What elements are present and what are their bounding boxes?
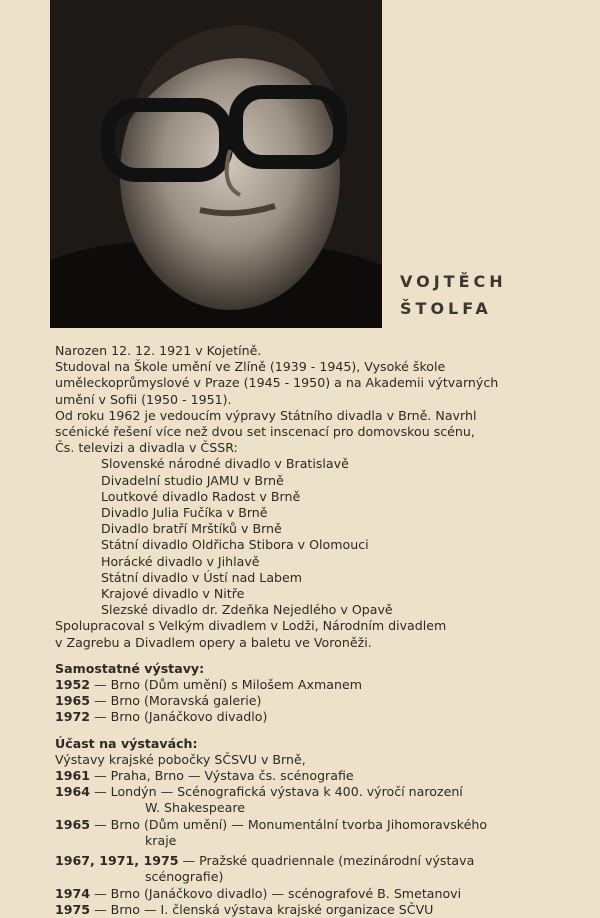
exhibition-year: 1967, 1971, 1975 bbox=[55, 853, 179, 869]
exhibition-year: 1974 bbox=[55, 885, 91, 901]
solo-exhibition-item bbox=[55, 693, 575, 709]
group-exhibition-item bbox=[55, 886, 575, 902]
theatre-item: Státní divadlo Oldřicha Stibora v Olomouci bbox=[101, 537, 369, 553]
exhibition-text: — Brno (Moravská galerie) bbox=[94, 693, 262, 709]
group-intro: Výstavy krajské pobočky SČSVU v Brně, bbox=[55, 751, 306, 767]
education-line: umění v Sofii (1950 - 1951). bbox=[55, 391, 232, 407]
solo-exhibitions-heading: Samostatné výstavy: bbox=[55, 660, 205, 676]
group-exhibition-item bbox=[55, 902, 575, 918]
theatre-item: Státní divadlo v Ústí nad Labem bbox=[101, 569, 303, 585]
exhibition-year: 1965 bbox=[55, 816, 91, 832]
career-line: Čs. televizi a divadla v ČSSR: bbox=[55, 440, 238, 456]
collaboration-line: Spolupracoval s Velkým divadlem v Lodži, Národním divadlem bbox=[55, 618, 447, 634]
exhibition-continuation: kraje bbox=[145, 832, 177, 848]
theatre-item: Divadelní studio JAMU v Brně bbox=[101, 472, 284, 488]
group-exhibition-item bbox=[55, 817, 575, 833]
exhibition-year: 1964 bbox=[55, 784, 91, 800]
career-line: scénické řešení více než dvou set inscenací pro domovskou scénu, bbox=[55, 424, 475, 440]
exhibition-continuation: scénografie) bbox=[145, 869, 224, 885]
group-exhibition-item bbox=[55, 784, 575, 800]
exhibition-text: — Praha, Brno — Výstava čs. scénografie bbox=[94, 768, 354, 784]
exhibition-text: — Brno (Janáčkovo divadlo) — scénografové B. Smetanovi bbox=[94, 885, 462, 901]
collaboration-line: v Zagrebu a Divadlem opery a baletu ve Voroněži. bbox=[55, 634, 372, 650]
exhibition-continuation: W. Shakespeare bbox=[145, 800, 245, 816]
career-line: Od roku 1962 je vedoucím výpravy Státního divadla v Brně. Navrhl bbox=[55, 407, 477, 423]
theatre-item: Slezské divadlo dr. Zdeňka Nejedlého v Opavě bbox=[101, 602, 393, 618]
exhibition-year: 1975 bbox=[55, 901, 91, 917]
first-name: VOJTĚCH bbox=[400, 272, 507, 291]
exhibition-text: — Brno (Dům umění) — Monumentální tvorba Jihomoravského bbox=[94, 816, 488, 832]
biography bbox=[55, 343, 575, 918]
exhibition-year: 1972 bbox=[55, 709, 91, 725]
theatre-item: Divadlo Julia Fučíka v Brně bbox=[101, 505, 268, 521]
exhibition-text: — Pražské quadriennale (mezinárodní výstava bbox=[182, 853, 475, 869]
solo-exhibition-item bbox=[55, 677, 575, 693]
group-exhibition-item bbox=[55, 768, 575, 784]
education-line: uměleckoprůmyslové v Praze (1945 - 1950) a na Akademii výtvarných bbox=[55, 375, 499, 391]
theatre-item: Loutkové divadlo Radost v Brně bbox=[101, 488, 301, 504]
last-name: ŠTOLFA bbox=[400, 299, 492, 318]
exhibition-text: — Brno — I. členská výstava krajské organizace SČVU bbox=[94, 901, 434, 917]
theatre-item: Krajové divadlo v Nitře bbox=[101, 586, 245, 602]
exhibition-year: 1961 bbox=[55, 768, 91, 784]
theatre-item: Slovenské národné divadlo v Bratislavě bbox=[101, 456, 349, 472]
group-exhibitions-heading: Účast na výstavách: bbox=[55, 735, 198, 751]
portrait-photo bbox=[50, 0, 382, 328]
exhibition-text: — Londýn — Scénografická výstava k 400. výročí narození bbox=[94, 784, 463, 800]
exhibition-text: — Brno (Janáčkovo divadlo) bbox=[94, 709, 268, 725]
group-exhibition-item bbox=[55, 853, 575, 869]
portrait-illustration bbox=[50, 0, 382, 328]
person-name bbox=[400, 268, 507, 322]
exhibition-year: 1965 bbox=[55, 693, 91, 709]
birth-line: Narozen 12. 12. 1921 v Kojetíně. bbox=[55, 343, 262, 358]
exhibition-year: 1952 bbox=[55, 677, 91, 693]
theatre-item: Divadlo bratří Mrštíků v Brně bbox=[101, 521, 282, 537]
solo-exhibition-item bbox=[55, 709, 575, 725]
exhibition-text: — Brno (Dům umění) s Milošem Axmanem bbox=[94, 677, 362, 693]
education-line: Studoval na Škole umění ve Zlíně (1939 - 1945), Vysoké škole bbox=[55, 359, 446, 375]
theatre-item: Horácké divadlo v Jihlavě bbox=[101, 553, 260, 569]
